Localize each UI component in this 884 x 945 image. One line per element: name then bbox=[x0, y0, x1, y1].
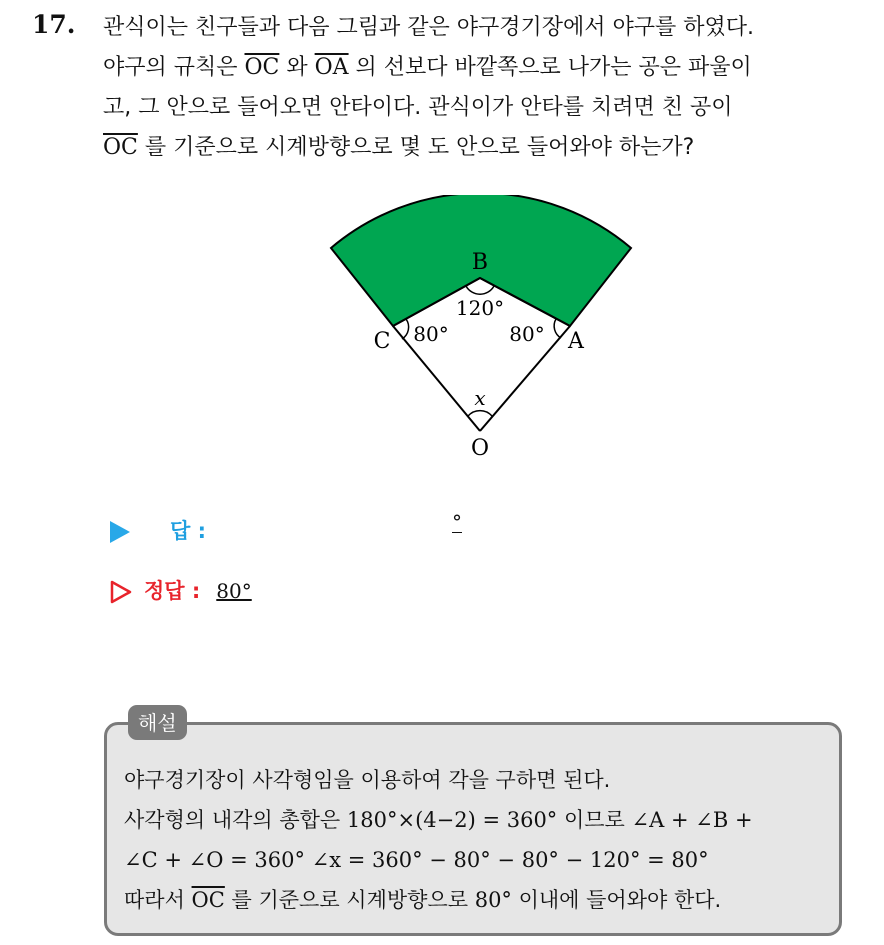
correct-answer-label: 정답 : bbox=[144, 579, 201, 603]
answer-label: 답 : bbox=[170, 519, 206, 543]
explanation-line-4c: 이내에 들어와야 한다. bbox=[511, 888, 722, 912]
segment-oc: $\overline{OC}$ bbox=[244, 55, 280, 80]
explanation-line-3: ∠C + ∠O = 360° ∠x = 360° − 80° − 80° − 120° = 80° bbox=[124, 848, 709, 872]
explanation-line-1: 야구경기장이 사각형임을 이용하여 각을 구하면 된다. bbox=[124, 768, 611, 792]
question-text bbox=[103, 8, 873, 168]
question-line-2b: 와 bbox=[279, 55, 315, 80]
explanation-segment-oc: $\overline{OC}$ bbox=[191, 888, 225, 912]
label-o: O bbox=[470, 436, 490, 461]
explanation-line-4b: 를 기준으로 시계방향으로 bbox=[224, 888, 475, 912]
arc-angle-a bbox=[554, 319, 561, 338]
label-a: A bbox=[568, 329, 584, 354]
explanation-line-2a: 사각형의 내각의 총합은 bbox=[124, 808, 347, 832]
baseball-field-diagram bbox=[320, 195, 650, 470]
explanation-line-2m: 180°×(4−2) = 360° bbox=[346, 808, 558, 832]
question-line-4 bbox=[103, 128, 873, 168]
label-c: C bbox=[373, 329, 391, 354]
outline-triangle-icon bbox=[110, 580, 132, 604]
question-line-1: 관식이는 친구들과 다음 그림과 같은 야구경기장에서 야구를 하였다. bbox=[103, 15, 755, 40]
angle-o-label: x bbox=[474, 386, 486, 410]
play-triangle-icon bbox=[110, 521, 130, 543]
question-line-4b: 를 기준으로 시계방향으로 몇 도 안으로 들어와야 하는가? bbox=[137, 135, 695, 160]
angle-b-label: 120° bbox=[455, 296, 505, 320]
question-number: 17. bbox=[32, 10, 76, 39]
explanation-tag: 해설 bbox=[128, 705, 187, 740]
angle-c-label: 80° bbox=[413, 322, 449, 346]
explanation-text bbox=[124, 760, 838, 920]
answer-row bbox=[110, 515, 206, 545]
question-line-3: 고, 그 안으로 들어오면 안타이다. 관식이가 안타를 치려면 친 공이 bbox=[103, 95, 733, 120]
angle-a-label: 80° bbox=[509, 322, 545, 346]
arc-angle-c bbox=[402, 319, 409, 339]
label-b: B bbox=[471, 250, 489, 275]
correct-answer-row bbox=[110, 575, 252, 605]
segment-oc-2: $\overline{OC}$ bbox=[103, 135, 138, 160]
question-line-2a: 야구의 규칙은 bbox=[103, 55, 245, 80]
explanation-line-2c: ∠A + ∠B + bbox=[631, 808, 753, 832]
arc-angle-o bbox=[468, 411, 492, 416]
question-line-2c: 의 선보다 바깥쪽으로 나가는 공은 파울이 bbox=[348, 55, 752, 80]
explanation-line-4a: 따라서 bbox=[124, 888, 192, 912]
correct-answer-value: 80° bbox=[216, 579, 252, 603]
explanation-line-4 bbox=[124, 880, 838, 920]
explanation-line-2b: 이므로 bbox=[557, 808, 632, 832]
explanation-line-4m: 80° bbox=[474, 888, 512, 912]
answer-degree-blank[interactable]: ° bbox=[452, 510, 462, 534]
segment-oa: $\overline{OA}$ bbox=[314, 55, 349, 80]
question-line-2 bbox=[103, 48, 873, 88]
explanation-line-2 bbox=[124, 800, 838, 840]
arc-angle-b bbox=[466, 286, 494, 294]
